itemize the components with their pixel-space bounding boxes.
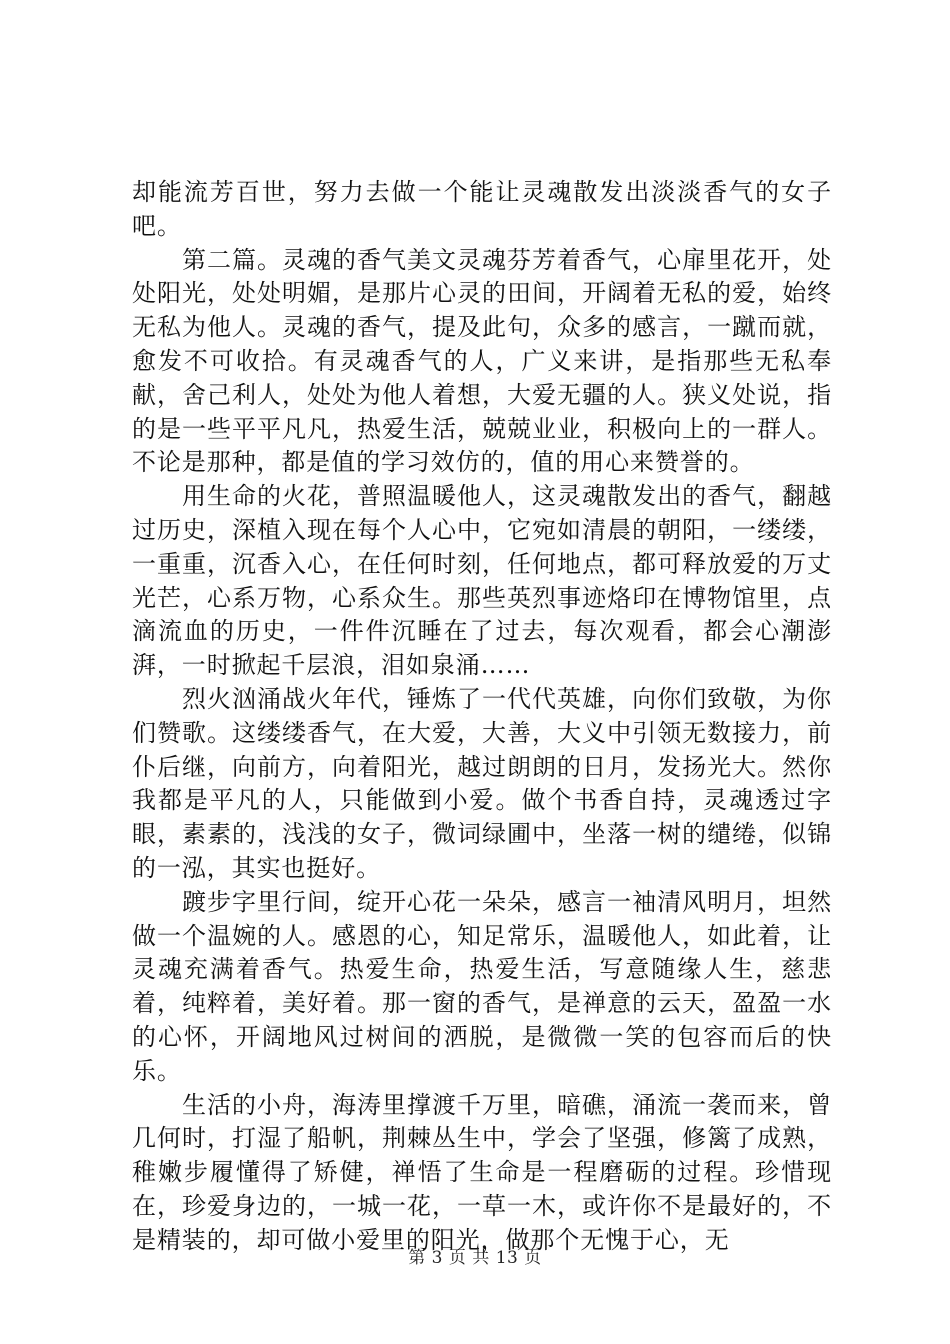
paragraph-2: 第二篇。灵魂的香气美文灵魂芬芳着香气，心扉里花开，处处阳光，处处明媚，是那片心灵的田间，开阔着无私的爱，始终无私为他人。灵魂的香气，提及此句，众多的感言，一蹴而就，愈发不可收拾。有灵魂香气的人，广义来讲，是指那些无私奉献，舍己利人，处处为他人着想，大爱无疆的人。狭义处说，指的是一些平平凡凡，热爱生活，兢兢业业，积极向上的一群人。不论是那种，都是值的学习效仿的，值的用心来赞誉的。 [132, 245, 832, 477]
paragraph-4: 烈火汹涌战火年代，锤炼了一代代英雄，向你们致敬，为你们赞歌。这缕缕香气，在大爱，大善，大义中引领无数接力，前仆后继，向前方，向着阳光，越过朗朗的日月，发扬光大。然你我都是平凡的人，只能做到小爱。做个书香自持，灵魂透过字眼，素素的，浅浅的女子，微词绿圃中，坐落一树的缱绻，似锦的一泓，其实也挺好。 [132, 684, 832, 882]
paragraph-1: 却能流芳百世，努力去做一个能让灵魂散发出淡淡香气的女子吧。 [132, 178, 832, 240]
paragraph-6: 生活的小舟，海涛里撑渡千万里，暗礁，涌流一袭而来，曾几何时，打湿了船帆，荆棘丛生中，学会了坚强，修篱了成熟，稚嫩步履懂得了矫健，禅悟了生命是一程磨砺的过程。珍惜现在，珍爱身边的，一城一花，一草一木，或许你不是最好的，不是精装的，却可做小爱里的阳光，做那个无愧于心，无 [132, 1090, 832, 1254]
paragraph-3: 用生命的火花，普照温暖他人，这灵魂散发出的香气，翻越过历史，深植入现在每个人心中，它宛如清晨的朝阳，一缕缕，一重重，沉香入心，在任何时刻，任何地点，都可释放爱的万丈光芒，心系万物，心系众生。那些英烈事迹烙印在博物馆里，点滴流血的历史，一件件沉睡在了过去，每次观看，都会心潮澎湃，一时掀起千层浪，泪如泉涌…… [132, 482, 832, 680]
document-body [132, 176, 832, 1258]
page-number-footer: 第 3 页 共 13 页 [408, 1248, 542, 1268]
paragraph-5: 踱步字里行间，绽开心花一朵朵，感言一袖清风明月，坦然做一个温婉的人。感恩的心，知足常乐，温暖他人，如此着，让灵魂充满着香气。热爱生命，热爱生活，写意随缘人生，慈悲着，纯粹着，美好着。那一窗的香气，是禅意的云天，盈盈一水的心怀，开阔地风过树间的洒脱，是微微一笑的包容而后的快乐。 [132, 887, 832, 1085]
